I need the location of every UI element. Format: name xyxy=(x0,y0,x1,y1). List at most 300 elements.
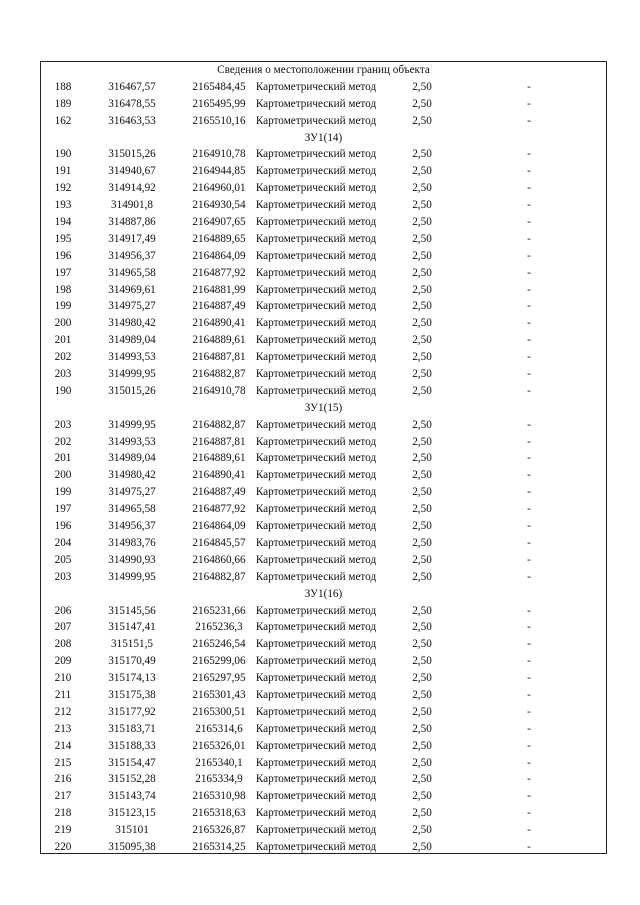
method-cell: Картометрический метод xyxy=(255,199,377,212)
coordinate-x-cell: 314956,37 xyxy=(108,520,156,533)
point-number-cell: 207 xyxy=(54,621,72,634)
accuracy-cell: 2,50 xyxy=(412,469,432,482)
table-row xyxy=(41,113,606,130)
accuracy-cell: 2,50 xyxy=(412,722,432,735)
method-cell: Картометрический метод xyxy=(255,97,377,110)
method-cell: Картометрический метод xyxy=(255,739,377,752)
coordinate-y-cell: 2164910,78 xyxy=(192,384,246,397)
coordinate-y-cell: 2165318,63 xyxy=(192,807,246,820)
point-number-cell: 197 xyxy=(54,266,72,279)
method-cell: Картометрический метод xyxy=(255,520,377,533)
description-cell: - xyxy=(527,317,531,330)
coordinate-y-cell: 2165236,3 xyxy=(195,621,243,634)
method-cell: Картометрический метод xyxy=(255,418,377,431)
description-cell: - xyxy=(527,604,531,617)
accuracy-cell: 2,50 xyxy=(412,604,432,617)
table-row xyxy=(41,636,606,653)
table-row xyxy=(41,653,606,670)
accuracy-cell: 2,50 xyxy=(412,756,432,769)
description-cell: - xyxy=(527,503,531,516)
method-cell: Картометрический метод xyxy=(255,182,377,195)
table-row xyxy=(41,332,606,349)
point-number-cell: 196 xyxy=(54,249,72,262)
accuracy-cell: 2,50 xyxy=(412,655,432,668)
method-cell: Картометрический метод xyxy=(255,351,377,364)
description-cell: - xyxy=(527,688,531,701)
method-cell: Картометрический метод xyxy=(255,840,377,853)
table-row xyxy=(41,366,606,383)
coordinate-y-cell: 2164877,92 xyxy=(192,503,246,516)
description-cell: - xyxy=(527,97,531,110)
method-cell: Картометрический метод xyxy=(255,722,377,735)
coordinate-x-cell: 316478,55 xyxy=(108,97,156,110)
coordinate-y-cell: 2165510,16 xyxy=(192,114,246,127)
point-number-cell: 203 xyxy=(54,418,72,431)
table-row xyxy=(41,146,606,163)
description-cell: - xyxy=(527,840,531,853)
coordinate-y-cell: 2165231,66 xyxy=(192,604,246,617)
coordinate-x-cell: 315177,92 xyxy=(108,705,156,718)
accuracy-cell: 2,50 xyxy=(412,570,432,583)
accuracy-cell: 2,50 xyxy=(412,688,432,701)
point-number-cell: 191 xyxy=(54,165,72,178)
coordinate-x-cell: 314999,95 xyxy=(108,368,156,381)
point-number-cell: 193 xyxy=(54,199,72,212)
point-number-cell: 190 xyxy=(54,384,72,397)
coordinate-y-cell: 2165314,25 xyxy=(192,840,246,853)
method-cell: Картометрический метод xyxy=(255,80,377,93)
point-number-cell: 203 xyxy=(54,368,72,381)
table-row xyxy=(41,79,606,96)
coordinate-x-cell: 315123,15 xyxy=(108,807,156,820)
point-number-cell: 202 xyxy=(54,435,72,448)
table-row xyxy=(41,467,606,484)
coordinate-x-cell: 315152,28 xyxy=(108,773,156,786)
point-number-cell: 209 xyxy=(54,655,72,668)
coordinate-y-cell: 2165314,6 xyxy=(195,722,243,735)
accuracy-cell: 2,50 xyxy=(412,80,432,93)
point-number-cell: 220 xyxy=(54,840,72,853)
point-number-cell: 200 xyxy=(54,317,72,330)
table-row xyxy=(41,704,606,721)
accuracy-cell: 2,50 xyxy=(412,182,432,195)
table-row xyxy=(41,822,606,839)
table-row xyxy=(41,670,606,687)
table-row xyxy=(41,738,606,755)
point-number-cell: 190 xyxy=(54,148,72,161)
point-number-cell: 208 xyxy=(54,638,72,651)
accuracy-cell: 2,50 xyxy=(412,232,432,245)
coordinate-x-cell: 314901,8 xyxy=(111,199,153,212)
accuracy-cell: 2,50 xyxy=(412,114,432,127)
coordinate-y-cell: 2164887,81 xyxy=(192,351,246,364)
accuracy-cell: 2,50 xyxy=(412,773,432,786)
description-cell: - xyxy=(527,418,531,431)
description-cell: - xyxy=(527,80,531,93)
table-row xyxy=(41,552,606,569)
coordinate-y-cell: 2164864,09 xyxy=(192,249,246,262)
method-cell: Картометрический метод xyxy=(255,334,377,347)
method-cell: Картометрический метод xyxy=(255,165,377,178)
coordinate-x-cell: 315183,71 xyxy=(108,722,156,735)
accuracy-cell: 2,50 xyxy=(412,621,432,634)
accuracy-cell: 2,50 xyxy=(412,807,432,820)
accuracy-cell: 2,50 xyxy=(412,216,432,229)
description-cell: - xyxy=(527,334,531,347)
point-number-cell: 218 xyxy=(54,807,72,820)
method-cell: Картометрический метод xyxy=(255,604,377,617)
coordinate-x-cell: 314999,95 xyxy=(108,418,156,431)
accuracy-cell: 2,50 xyxy=(412,503,432,516)
coordinate-x-cell: 314980,42 xyxy=(108,317,156,330)
coordinate-x-cell: 315143,74 xyxy=(108,790,156,803)
point-number-cell: 199 xyxy=(54,300,72,313)
accuracy-cell: 2,50 xyxy=(412,739,432,752)
table-row xyxy=(41,434,606,451)
table-row xyxy=(41,771,606,788)
coordinate-y-cell: 2164877,92 xyxy=(192,266,246,279)
method-cell: Картометрический метод xyxy=(255,435,377,448)
description-cell: - xyxy=(527,300,531,313)
coordinate-y-cell: 2164881,99 xyxy=(192,283,246,296)
coordinate-y-cell: 2164944,85 xyxy=(192,165,246,178)
table-row xyxy=(41,839,606,856)
description-cell: - xyxy=(527,722,531,735)
coordinate-x-cell: 316463,53 xyxy=(108,114,156,127)
coordinate-x-cell: 315147,41 xyxy=(108,621,156,634)
description-cell: - xyxy=(527,199,531,212)
method-cell: Картометрический метод xyxy=(255,249,377,262)
coordinate-y-cell: 2165310,98 xyxy=(192,790,246,803)
coordinate-x-cell: 315015,26 xyxy=(108,384,156,397)
accuracy-cell: 2,50 xyxy=(412,165,432,178)
coordinate-x-cell: 314914,92 xyxy=(108,182,156,195)
coordinate-x-cell: 314999,95 xyxy=(108,570,156,583)
accuracy-cell: 2,50 xyxy=(412,435,432,448)
coordinate-x-cell: 314983,76 xyxy=(108,536,156,549)
coordinate-x-cell: 315101 xyxy=(115,824,149,837)
table-row xyxy=(41,265,606,282)
method-cell: Картометрический метод xyxy=(255,536,377,549)
table-row xyxy=(41,248,606,265)
accuracy-cell: 2,50 xyxy=(412,283,432,296)
method-cell: Картометрический метод xyxy=(255,553,377,566)
coordinate-x-cell: 315174,13 xyxy=(108,672,156,685)
section-label: ЗУ1(15) xyxy=(304,401,343,414)
coordinate-y-cell: 2164864,09 xyxy=(192,520,246,533)
coordinate-x-cell: 315188,33 xyxy=(108,739,156,752)
method-cell: Картометрический метод xyxy=(255,570,377,583)
description-cell: - xyxy=(527,536,531,549)
accuracy-cell: 2,50 xyxy=(412,418,432,431)
accuracy-cell: 2,50 xyxy=(412,199,432,212)
point-number-cell: 192 xyxy=(54,182,72,195)
point-number-cell: 213 xyxy=(54,722,72,735)
section-header-row xyxy=(41,130,606,147)
accuracy-cell: 2,50 xyxy=(412,705,432,718)
table-row xyxy=(41,619,606,636)
section-header-row xyxy=(41,400,606,417)
coordinate-y-cell: 2165495,99 xyxy=(192,97,246,110)
description-cell: - xyxy=(527,756,531,769)
method-cell: Картометрический метод xyxy=(255,469,377,482)
table-title: Сведения о местоположении границ объекта xyxy=(217,64,430,76)
description-cell: - xyxy=(527,165,531,178)
point-number-cell: 199 xyxy=(54,486,72,499)
method-cell: Картометрический метод xyxy=(255,452,377,465)
method-cell: Картометрический метод xyxy=(255,688,377,701)
accuracy-cell: 2,50 xyxy=(412,672,432,685)
description-cell: - xyxy=(527,790,531,803)
coordinate-y-cell: 2164882,87 xyxy=(192,368,246,381)
method-cell: Картометрический метод xyxy=(255,384,377,397)
accuracy-cell: 2,50 xyxy=(412,317,432,330)
accuracy-cell: 2,50 xyxy=(412,266,432,279)
table-row xyxy=(41,721,606,738)
accuracy-cell: 2,50 xyxy=(412,553,432,566)
coordinate-y-cell: 2165340,1 xyxy=(195,756,243,769)
coordinate-y-cell: 2165326,87 xyxy=(192,824,246,837)
description-cell: - xyxy=(527,216,531,229)
table-row xyxy=(41,315,606,332)
point-number-cell: 202 xyxy=(54,351,72,364)
point-number-cell: 197 xyxy=(54,503,72,516)
description-cell: - xyxy=(527,249,531,262)
point-number-cell: 201 xyxy=(54,452,72,465)
table-row xyxy=(41,197,606,214)
coordinate-y-cell: 2164890,41 xyxy=(192,469,246,482)
method-cell: Картометрический метод xyxy=(255,621,377,634)
point-number-cell: 201 xyxy=(54,334,72,347)
coordinate-y-cell: 2164882,87 xyxy=(192,418,246,431)
accuracy-cell: 2,50 xyxy=(412,824,432,837)
point-number-cell: 198 xyxy=(54,283,72,296)
coordinate-x-cell: 315145,56 xyxy=(108,604,156,617)
description-cell: - xyxy=(527,705,531,718)
table-row xyxy=(41,755,606,772)
table-row xyxy=(41,417,606,434)
description-cell: - xyxy=(527,655,531,668)
method-cell: Картометрический метод xyxy=(255,317,377,330)
boundary-coordinates-table xyxy=(41,62,606,856)
accuracy-cell: 2,50 xyxy=(412,790,432,803)
method-cell: Картометрический метод xyxy=(255,672,377,685)
coordinate-y-cell: 2165299,06 xyxy=(192,655,246,668)
coordinate-y-cell: 2164889,61 xyxy=(192,452,246,465)
table-title-row xyxy=(41,62,606,79)
table-row xyxy=(41,298,606,315)
accuracy-cell: 2,50 xyxy=(412,384,432,397)
description-cell: - xyxy=(527,486,531,499)
coordinate-x-cell: 315154,47 xyxy=(108,756,156,769)
table-row xyxy=(41,282,606,299)
coordinate-x-cell: 314917,49 xyxy=(108,232,156,245)
coordinate-y-cell: 2164882,87 xyxy=(192,570,246,583)
accuracy-cell: 2,50 xyxy=(412,840,432,853)
description-cell: - xyxy=(527,672,531,685)
description-cell: - xyxy=(527,520,531,533)
section-label: ЗУ1(14) xyxy=(304,131,343,144)
accuracy-cell: 2,50 xyxy=(412,368,432,381)
method-cell: Картометрический метод xyxy=(255,283,377,296)
point-number-cell: 195 xyxy=(54,232,72,245)
table-row xyxy=(41,163,606,180)
coordinate-y-cell: 2165297,95 xyxy=(192,672,246,685)
description-cell: - xyxy=(527,283,531,296)
method-cell: Картометрический метод xyxy=(255,216,377,229)
table-row xyxy=(41,214,606,231)
accuracy-cell: 2,50 xyxy=(412,351,432,364)
table-row xyxy=(41,484,606,501)
description-cell: - xyxy=(527,351,531,364)
coordinate-y-cell: 2164887,49 xyxy=(192,486,246,499)
coordinate-y-cell: 2164889,65 xyxy=(192,232,246,245)
method-cell: Картометрический метод xyxy=(255,655,377,668)
coordinate-y-cell: 2164930,54 xyxy=(192,199,246,212)
coordinate-x-cell: 314975,27 xyxy=(108,300,156,313)
table-row xyxy=(41,349,606,366)
description-cell: - xyxy=(527,469,531,482)
method-cell: Картометрический метод xyxy=(255,266,377,279)
table-row xyxy=(41,450,606,467)
accuracy-cell: 2,50 xyxy=(412,334,432,347)
description-cell: - xyxy=(527,638,531,651)
accuracy-cell: 2,50 xyxy=(412,486,432,499)
table-row xyxy=(41,231,606,248)
coordinate-y-cell: 2165334,9 xyxy=(195,773,243,786)
coordinate-y-cell: 2164860,66 xyxy=(192,553,246,566)
table-row xyxy=(41,687,606,704)
point-number-cell: 200 xyxy=(54,469,72,482)
coordinate-x-cell: 314993,53 xyxy=(108,351,156,364)
description-cell: - xyxy=(527,773,531,786)
coordinate-y-cell: 2164960,01 xyxy=(192,182,246,195)
method-cell: Картометрический метод xyxy=(255,790,377,803)
boundary-table-frame xyxy=(40,61,607,854)
table-row xyxy=(41,535,606,552)
description-cell: - xyxy=(527,266,531,279)
table-row xyxy=(41,805,606,822)
section-label: ЗУ1(16) xyxy=(304,587,343,600)
coordinate-x-cell: 314990,93 xyxy=(108,553,156,566)
point-number-cell: 206 xyxy=(54,604,72,617)
description-cell: - xyxy=(527,621,531,634)
coordinate-x-cell: 314965,58 xyxy=(108,266,156,279)
point-number-cell: 216 xyxy=(54,773,72,786)
method-cell: Картометрический метод xyxy=(255,638,377,651)
coordinate-x-cell: 315175,38 xyxy=(108,688,156,701)
point-number-cell: 162 xyxy=(54,114,72,127)
point-number-cell: 203 xyxy=(54,570,72,583)
description-cell: - xyxy=(527,114,531,127)
coordinate-x-cell: 314993,53 xyxy=(108,435,156,448)
coordinate-x-cell: 315170,49 xyxy=(108,655,156,668)
coordinate-x-cell: 315015,26 xyxy=(108,148,156,161)
coordinate-x-cell: 314940,67 xyxy=(108,165,156,178)
accuracy-cell: 2,50 xyxy=(412,638,432,651)
coordinate-x-cell: 314887,86 xyxy=(108,216,156,229)
description-cell: - xyxy=(527,452,531,465)
coordinate-y-cell: 2164907,65 xyxy=(192,216,246,229)
coordinate-x-cell: 314975,27 xyxy=(108,486,156,499)
table-row xyxy=(41,383,606,400)
accuracy-cell: 2,50 xyxy=(412,97,432,110)
accuracy-cell: 2,50 xyxy=(412,249,432,262)
description-cell: - xyxy=(527,435,531,448)
coordinate-x-cell: 315151,5 xyxy=(111,638,153,651)
point-number-cell: 211 xyxy=(54,688,72,701)
table-row xyxy=(41,501,606,518)
point-number-cell: 215 xyxy=(54,756,72,769)
point-number-cell: 205 xyxy=(54,553,72,566)
method-cell: Картометрический метод xyxy=(255,368,377,381)
accuracy-cell: 2,50 xyxy=(412,452,432,465)
table-row xyxy=(41,788,606,805)
accuracy-cell: 2,50 xyxy=(412,536,432,549)
accuracy-cell: 2,50 xyxy=(412,148,432,161)
description-cell: - xyxy=(527,553,531,566)
method-cell: Картометрический метод xyxy=(255,300,377,313)
coordinate-y-cell: 2165326,01 xyxy=(192,739,246,752)
point-number-cell: 214 xyxy=(54,739,72,752)
method-cell: Картометрический метод xyxy=(255,824,377,837)
coordinate-y-cell: 2164890,41 xyxy=(192,317,246,330)
coordinate-y-cell: 2164889,61 xyxy=(192,334,246,347)
table-row xyxy=(41,603,606,620)
description-cell: - xyxy=(527,570,531,583)
table-row xyxy=(41,569,606,586)
coordinate-y-cell: 2164887,81 xyxy=(192,435,246,448)
method-cell: Картометрический метод xyxy=(255,486,377,499)
coordinate-x-cell: 314980,42 xyxy=(108,469,156,482)
table-row xyxy=(41,96,606,113)
point-number-cell: 194 xyxy=(54,216,72,229)
point-number-cell: 188 xyxy=(54,80,72,93)
table-row xyxy=(41,518,606,535)
coordinate-y-cell: 2165246,54 xyxy=(192,638,246,651)
coordinate-y-cell: 2164910,78 xyxy=(192,148,246,161)
coordinate-y-cell: 2165300,51 xyxy=(192,705,246,718)
method-cell: Картометрический метод xyxy=(255,114,377,127)
description-cell: - xyxy=(527,148,531,161)
coordinate-y-cell: 2164845,57 xyxy=(192,536,246,549)
coordinate-x-cell: 314969,61 xyxy=(108,283,156,296)
description-cell: - xyxy=(527,739,531,752)
description-cell: - xyxy=(527,807,531,820)
coordinate-y-cell: 2165301,43 xyxy=(192,688,246,701)
method-cell: Картометрический метод xyxy=(255,807,377,820)
coordinate-y-cell: 2165484,45 xyxy=(192,80,246,93)
point-number-cell: 210 xyxy=(54,672,72,685)
method-cell: Картометрический метод xyxy=(255,232,377,245)
coordinate-x-cell: 314989,04 xyxy=(108,452,156,465)
coordinate-x-cell: 314965,58 xyxy=(108,503,156,516)
method-cell: Картометрический метод xyxy=(255,148,377,161)
point-number-cell: 196 xyxy=(54,520,72,533)
point-number-cell: 219 xyxy=(54,824,72,837)
description-cell: - xyxy=(527,824,531,837)
coordinate-x-cell: 316467,57 xyxy=(108,80,156,93)
description-cell: - xyxy=(527,232,531,245)
point-number-cell: 189 xyxy=(54,97,72,110)
point-number-cell: 217 xyxy=(54,790,72,803)
point-number-cell: 204 xyxy=(54,536,72,549)
method-cell: Картометрический метод xyxy=(255,773,377,786)
coordinate-y-cell: 2164887,49 xyxy=(192,300,246,313)
method-cell: Картометрический метод xyxy=(255,756,377,769)
description-cell: - xyxy=(527,384,531,397)
coordinate-x-cell: 315095,38 xyxy=(108,840,156,853)
